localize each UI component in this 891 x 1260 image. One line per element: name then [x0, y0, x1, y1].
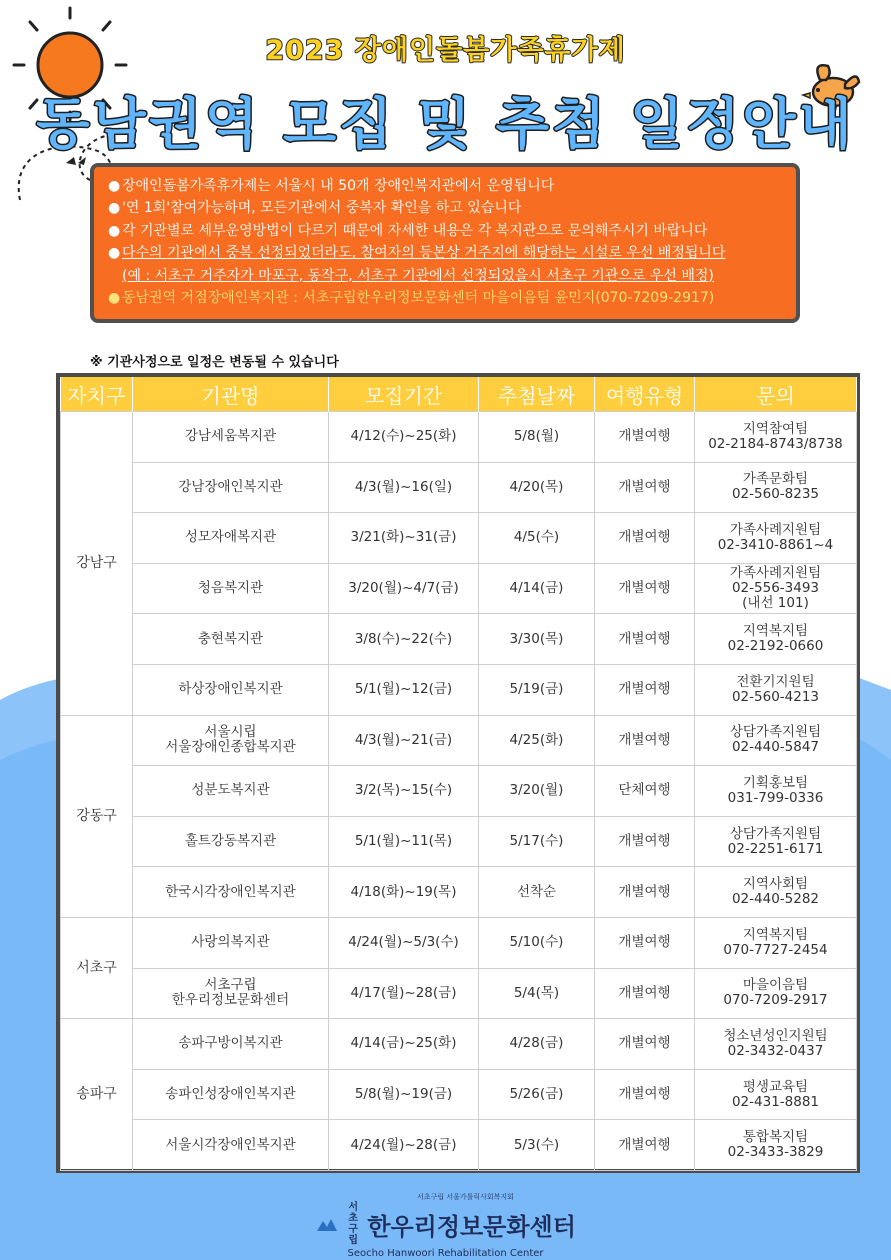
- contact-cell: 상담가족지원팀 02-440-5847: [695, 715, 857, 766]
- draw-date-cell: 5/10(수): [479, 917, 595, 968]
- period-cell: 5/8(월)~19(금): [329, 1069, 479, 1120]
- institution-cell: 송파구방이복지관: [133, 1019, 329, 1070]
- institution-cell: 서울시각장애인복지관: [133, 1120, 329, 1171]
- column-header-draw-date: 추첨날짜: [479, 377, 595, 412]
- period-cell: 4/3(월)~16(일): [329, 462, 479, 513]
- table-header-row: [61, 377, 857, 412]
- bullet-icon: ●: [108, 178, 121, 194]
- table-row: [61, 513, 857, 564]
- region-cell-seocho: 서초구: [61, 917, 133, 1018]
- table-row: [61, 968, 857, 1019]
- trip-type-cell: 개별여행: [595, 563, 695, 614]
- draw-date-cell: 4/14(금): [479, 563, 595, 614]
- institution-cell: 강남장애인복지관: [133, 462, 329, 513]
- draw-date-cell: 5/4(목): [479, 968, 595, 1019]
- draw-date-cell: 5/26(금): [479, 1069, 595, 1120]
- contact-cell: 통합복지팀 02-3433-3829: [695, 1120, 857, 1171]
- notice-line: ● 장애인돌봄가족휴가제는 서울시 내 50개 장애인복지관에서 운영됩니다: [108, 175, 796, 197]
- period-cell: 4/18(화)~19(목): [329, 867, 479, 918]
- notice-example: (예 : 서초구 거주자가 마포구, 동작구, 서초구 기관에서 선정되었을시 서초구 기관으로 우선 배정): [122, 267, 714, 284]
- trip-type-cell: 개별여행: [595, 1120, 695, 1171]
- contact-cell: 상담가족지원팀 02-2251-6171: [695, 816, 857, 867]
- table-row: [61, 867, 857, 918]
- contact-cell: 전환기지원팀 02-560-4213: [695, 664, 857, 715]
- contact-cell: 지역복지팀 02-2192-0660: [695, 614, 857, 665]
- contact-cell: 청소년성인지원팀 02-3432-0437: [695, 1019, 857, 1070]
- draw-date-cell: 선착순: [479, 867, 595, 918]
- column-header-region: 자치구: [61, 377, 133, 412]
- contact-cell: 기획홍보팀 031-799-0336: [695, 766, 857, 817]
- institution-cell: 사랑의복지관: [133, 917, 329, 968]
- draw-date-cell: 3/30(목): [479, 614, 595, 665]
- period-cell: 4/17(월)~28(금): [329, 968, 479, 1019]
- trip-type-cell: 개별여행: [595, 513, 695, 564]
- contact-cell: 가족사례지원팀 02-3410-8861~4: [695, 513, 857, 564]
- trip-type-cell: 개별여행: [595, 816, 695, 867]
- institution-cell: 서울시립 서울장애인종합복지관: [133, 715, 329, 766]
- draw-date-cell: 4/28(금): [479, 1019, 595, 1070]
- trip-type-cell: 개별여행: [595, 412, 695, 463]
- bullet-icon: ●: [108, 245, 121, 262]
- draw-date-cell: 5/8(월): [479, 412, 595, 463]
- event-subtitle: 2023 장애인돌봄가족휴가제: [265, 35, 626, 66]
- page-title: 동남권역 모집 및 추첨 일정안내: [36, 92, 855, 156]
- schedule-table-container: [56, 373, 860, 1173]
- period-cell: 5/1(월)~11(목): [329, 816, 479, 867]
- center-logo-icon: [315, 1215, 339, 1233]
- period-cell: 3/2(목)~15(수): [329, 766, 479, 817]
- draw-date-cell: 4/20(목): [479, 462, 595, 513]
- table-row: [61, 563, 857, 614]
- period-cell: 4/24(월)~5/3(수): [329, 917, 479, 968]
- footer-center-name: 한우리정보문화센터: [367, 1212, 576, 1241]
- institution-cell: 강남세움복지관: [133, 412, 329, 463]
- contact-cell: 가족문화팀 02-560-8235: [695, 462, 857, 513]
- table-row: [61, 1069, 857, 1120]
- table-row: [61, 766, 857, 817]
- notice-hub-contact: ● 동남권역 거점장애인복지관 : 서초구립한우리정보문화센터 마을이음팀 윤민지(070-7209-2917): [108, 287, 796, 309]
- region-cell-gangnam: 강남구: [61, 412, 133, 716]
- institution-cell: 충현복지관: [133, 614, 329, 665]
- institution-cell: 하상장애인복지관: [133, 664, 329, 715]
- contact-cell: 평생교육팀 02-431-8881: [695, 1069, 857, 1120]
- draw-date-cell: 5/17(수): [479, 816, 595, 867]
- contact-cell: 마을이음팀 070-7209-2917: [695, 968, 857, 1019]
- column-header-period: 모집기간: [329, 377, 479, 412]
- table-row: [61, 1019, 857, 1070]
- table-row: [61, 917, 857, 968]
- draw-date-cell: 3/20(월): [479, 766, 595, 817]
- contact-cell: 지역복지팀 070-7727-2454: [695, 917, 857, 968]
- table-row: [61, 462, 857, 513]
- region-cell-gangdong: 강동구: [61, 715, 133, 917]
- table-row: [61, 614, 857, 665]
- trip-type-cell: 개별여행: [595, 715, 695, 766]
- notice-box: [90, 163, 800, 323]
- footer-gu-label: 서초구립: [348, 1202, 358, 1246]
- institution-cell: 송파인성장애인복지관: [133, 1069, 329, 1120]
- institution-cell: 성모자애복지관: [133, 513, 329, 564]
- period-cell: 4/3(월)~21(금): [329, 715, 479, 766]
- column-header-trip-type: 여행유형: [595, 377, 695, 412]
- footer-logo: [0, 1192, 891, 1259]
- column-header-contact: 문의: [695, 377, 857, 412]
- notice-line: ● 각 기관별로 세부운영방법이 다르기 때문에 자세한 내용은 각 복지관으로 문의해주시기 바랍니다: [108, 220, 796, 242]
- schedule-caution: ※ 기관사정으로 일정은 변동될 수 있습니다: [90, 355, 339, 370]
- period-cell: 4/14(금)~25(화): [329, 1019, 479, 1070]
- table-row: [61, 664, 857, 715]
- table-row: [61, 715, 857, 766]
- contact-cell: 가족사례지원팀 02-556-3493 (내선 101): [695, 563, 857, 614]
- bullet-icon: ●: [108, 290, 121, 307]
- institution-cell: 홀트강동복지관: [133, 816, 329, 867]
- trip-type-cell: 단체여행: [595, 766, 695, 817]
- notice-line: ● 다수의 기관에서 중복 선정되었더라도, 참여자의 등본상 거주지에 해당하는 시설로 우선 배정됩니다: [108, 242, 796, 264]
- institution-cell: 한국시각장애인복지관: [133, 867, 329, 918]
- draw-date-cell: 5/3(수): [479, 1120, 595, 1171]
- table-row: [61, 1120, 857, 1171]
- trip-type-cell: 개별여행: [595, 614, 695, 665]
- institution-cell: 성분도복지관: [133, 766, 329, 817]
- bullet-icon: ●: [108, 200, 121, 217]
- trip-type-cell: 개별여행: [595, 1069, 695, 1120]
- period-cell: 3/8(수)~22(수): [329, 614, 479, 665]
- period-cell: 5/1(월)~12(금): [329, 664, 479, 715]
- trip-type-cell: 개별여행: [595, 1019, 695, 1070]
- draw-date-cell: 5/19(금): [479, 664, 595, 715]
- period-cell: 4/24(월)~28(금): [329, 1120, 479, 1171]
- contact-cell: 지역사회팀 02-440-5282: [695, 867, 857, 918]
- trip-type-cell: 개별여행: [595, 917, 695, 968]
- footer-english-name: Seocho Hanwoori Rehabilitation Center: [347, 1248, 544, 1259]
- region-cell-songpa: 송파구: [61, 1019, 133, 1171]
- notice-line: ● '연 1회'참여가능하며, 모든기관에서 중복자 확인을 하고 있습니다: [108, 197, 796, 219]
- table-row: [61, 412, 857, 463]
- trip-type-cell: 개별여행: [595, 867, 695, 918]
- period-cell: 4/12(수)~25(화): [329, 412, 479, 463]
- footer-affiliation: 서초구립 서울가톨릭사회복지회: [417, 1193, 514, 1201]
- column-header-institution: 기관명: [133, 377, 329, 412]
- period-cell: 3/21(화)~31(금): [329, 513, 479, 564]
- trip-type-cell: 개별여행: [595, 462, 695, 513]
- schedule-table: [60, 377, 857, 1171]
- contact-cell: 지역참여팀 02-2184-8743/8738: [695, 412, 857, 463]
- table-row: [61, 816, 857, 867]
- draw-date-cell: 4/5(수): [479, 513, 595, 564]
- institution-cell: 서초구립 한우리정보문화센터: [133, 968, 329, 1019]
- draw-date-cell: 4/25(화): [479, 715, 595, 766]
- bullet-icon: ●: [108, 222, 121, 239]
- period-cell: 3/20(월)~4/7(금): [329, 563, 479, 614]
- trip-type-cell: 개별여행: [595, 968, 695, 1019]
- trip-type-cell: 개별여행: [595, 664, 695, 715]
- institution-cell: 청음복지관: [133, 563, 329, 614]
